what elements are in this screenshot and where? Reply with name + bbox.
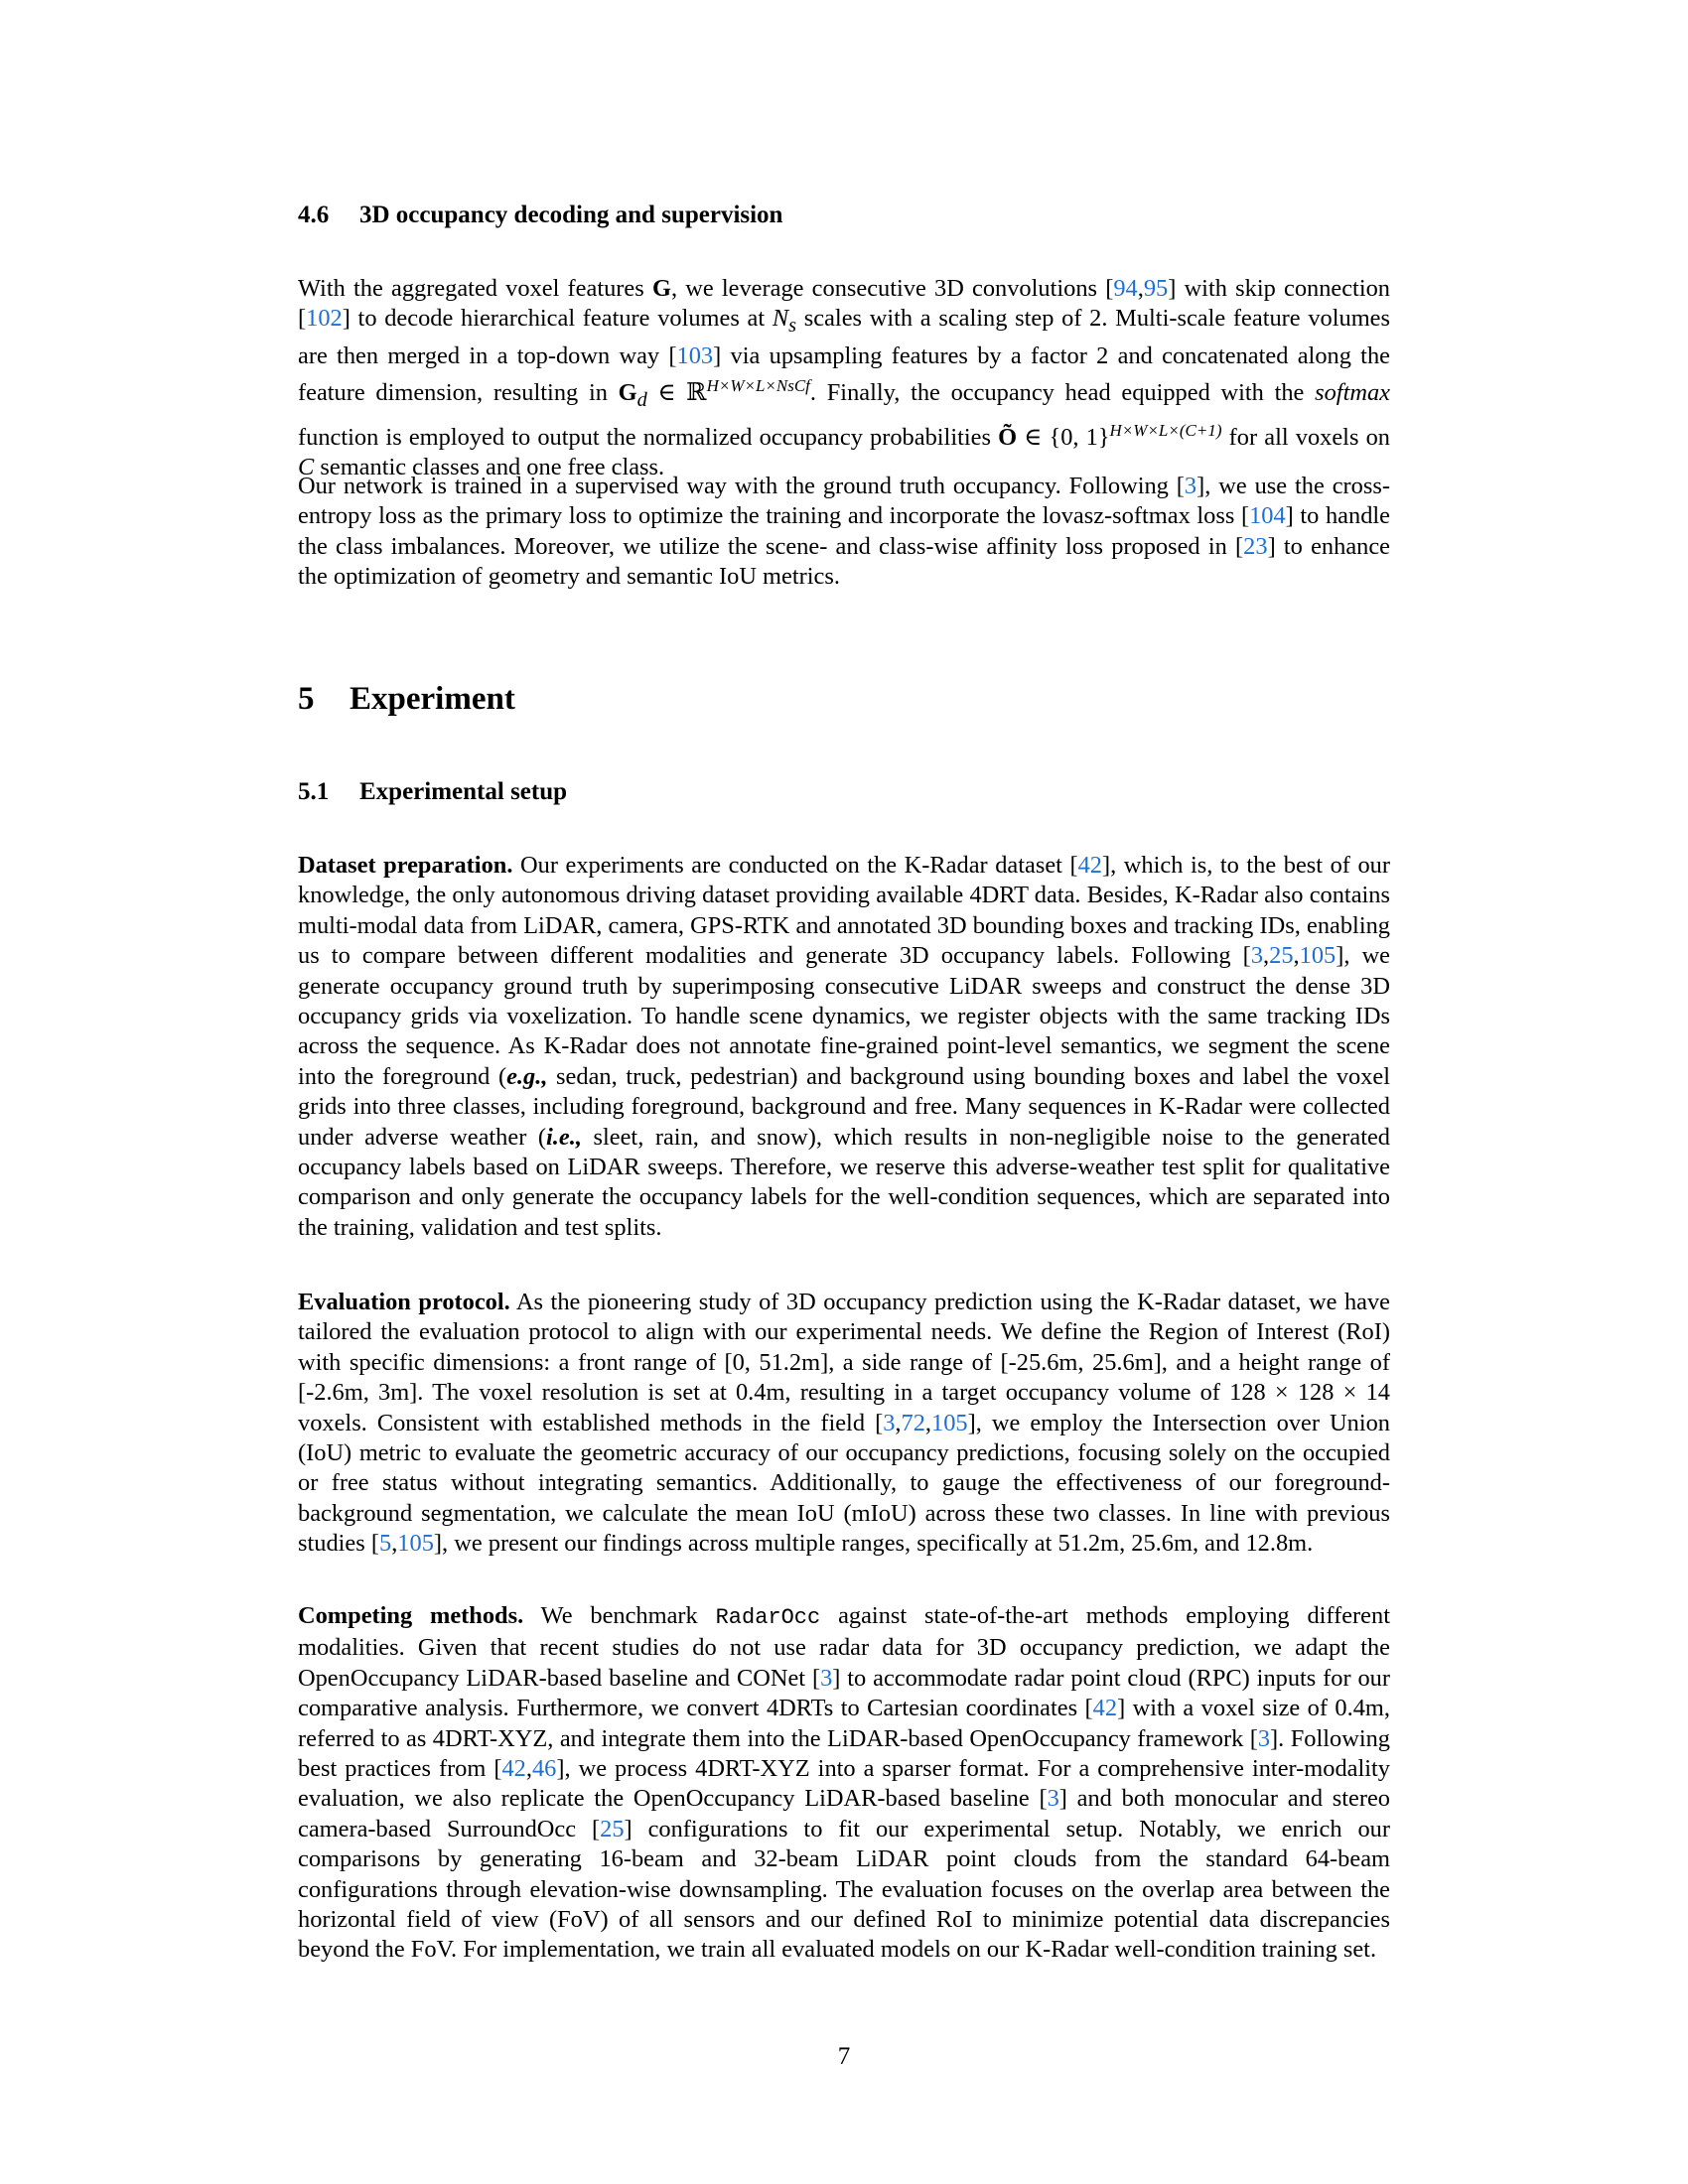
citation-link[interactable]: 3 <box>1257 1724 1271 1752</box>
math-superscript: H×W×L×NsCf <box>706 376 810 396</box>
citation-link[interactable]: 3 <box>1184 473 1197 499</box>
paragraph-lead: Competing methods. <box>298 1602 524 1629</box>
citation-link[interactable]: 5 <box>378 1530 392 1558</box>
citation-link[interactable]: 25 <box>600 1815 625 1843</box>
citation-link[interactable]: 42 <box>1092 1695 1118 1722</box>
citation-link[interactable]: 3 <box>1250 942 1264 970</box>
citation-link[interactable]: 105 <box>397 1530 434 1558</box>
citation-link[interactable]: 105 <box>931 1409 968 1436</box>
citation-link[interactable]: 42 <box>501 1755 526 1783</box>
text-run: ], we process 4DRT-XYZ into a sparser format. For a comprehensive inter-modality evaluation, we also replicate the OpenOccupancy LiDAR-based baseline [ <box>298 1755 1390 1813</box>
math-subscript: d <box>636 389 647 412</box>
citation-link[interactable]: 72 <box>901 1409 925 1436</box>
text-run: for all voxels on <box>1221 423 1390 451</box>
citation-link[interactable]: 46 <box>531 1755 557 1783</box>
math-subscript: s <box>788 315 797 338</box>
section-number: 5.1 <box>298 778 330 805</box>
section-number: 4.6 <box>298 202 330 228</box>
citation-link[interactable]: 102 <box>306 305 343 333</box>
paragraph-supervision <box>298 472 1390 593</box>
text-run: ] to enhance the optimization of geometry and semantic IoU metrics. <box>298 532 1390 591</box>
text-run: ], we employ the Intersection over Union (IoU) metric to evaluate the geometric accuracy of our occupancy predictions, focusing solely on the occupied or free status without integrating semantics. Additionally, to gauge the effectiveness of our foreground-background segmentation, we calculate the mean IoU (mIoU) across these two classes. In line with previous studies [ <box>298 1409 1391 1558</box>
citation-link[interactable]: 95 <box>1143 275 1169 302</box>
section-title: 3D occupancy decoding and supervision <box>359 202 783 228</box>
text-run: ], we generate occupancy ground truth by superimposing consecutive LiDAR sweeps and construct the dense 3D occupancy grids via voxelization. To handle scene dynamics, we register objects with the same tracking IDs across the sequence. As K-Radar does not annotate fine-grained point-level semantics, we segment the scene into the foreground ( <box>298 942 1391 1090</box>
citation-link[interactable]: 23 <box>1243 532 1268 560</box>
text-run: Our network is trained in a supervised way with the ground truth occupancy. Following [ <box>298 473 1185 499</box>
section-title: Experiment <box>350 681 515 717</box>
text-run: sedan, truck, pedestrian) and background using bounding boxes and label the voxel grids into three classes, including foreground, background and free. Many sequences in K-Radar were collected under adverse weather ( <box>298 1062 1390 1151</box>
math-C: C <box>298 454 315 481</box>
text-run: ] to accommodate radar point cloud (RPC) inputs for our comparative analysis. Furthermore, we convert 4DRTs to Cartesian coordinates [ <box>298 1664 1390 1722</box>
math-in: ∈ {0, 1} <box>1017 423 1110 451</box>
citation-link[interactable]: 3 <box>883 1409 896 1436</box>
text-run: . Finally, the occupancy head equipped with the <box>809 379 1316 407</box>
text-run: , we leverage consecutive 3D convolutions [ <box>670 275 1114 302</box>
text-run: Our experiments are conducted on the K-Radar dataset [ <box>512 852 1078 879</box>
paragraph-evaluation-protocol: Evaluation protocol. As the pioneering study of 3D occupancy prediction using the K-Radar dataset, we have tailored the evaluation protocol to align with our experimental needs. We define the Region of Interest (RoI) with specific dimensions: a front range of [0, 51.2m], a side range of [-25.6m, 25.6m], and a height range of [-2.6m, 3m]. The voxel resolution is set at 0.4m, resulting in a target occupancy volume of 128 × 128 × 14 voxels. Consistent with established methods in the field [3,72,105], we employ the Intersection over Union (IoU) metric to evaluate the geometric accuracy of our occupancy predictions, focusing solely on the occupied or free status without integrating semantics. Additionally, to gauge the effectiveness of our foreground-background segmentation, we calculate the mean IoU (mIoU) across these two classes. In line with previous studies [5,105], we present our findings across multiple ranges, specifically at 51.2m, 25.6m, and 12.8m. <box>298 1289 1391 1558</box>
section-number: 5 <box>298 681 315 717</box>
math-G: G <box>651 275 671 302</box>
text-run: As the pioneering study of 3D occupancy prediction using the K-Radar dataset, we have tailored the evaluation protocol to align with our experimental needs. We define the Region of Interest (RoI) with specific dimensions: a front range of [0, 51.2m], a side range of [-25.6m, 25.6m], and a height range of [-2.6m, 3m]. The voxel resolution is set at 0.4m, resulting in a target occupancy volume of 128 × 128 × 14 voxels. Consistent with established methods in the field [ <box>298 1289 1391 1436</box>
citation-link[interactable]: 3 <box>820 1664 833 1692</box>
citation-link[interactable]: 42 <box>1077 852 1102 879</box>
text-run: ] and both monocular and stereo camera-based SurroundOcc [ <box>298 1785 1390 1843</box>
text-run: ] via upsampling features by a factor 2 and concatenated along the feature dimension, resulting in <box>298 341 1390 407</box>
text-run: ] to handle the class imbalances. Moreover, we utilize the scene- and class-wise affinity loss proposed in [ <box>298 502 1390 560</box>
math-N: N <box>772 305 789 333</box>
citation-link[interactable]: 105 <box>1299 942 1336 970</box>
citation-link[interactable]: 94 <box>1113 275 1138 302</box>
text-run: semantic classes and one free class. <box>314 454 665 481</box>
page-number: 7 <box>837 2043 851 2070</box>
paragraph-lead: Evaluation protocol. <box>298 1289 510 1315</box>
text-run: function is employed to output the normalized occupancy probabilities <box>298 423 999 451</box>
citation-link[interactable]: 103 <box>676 341 714 369</box>
text-run: We benchmark <box>523 1602 716 1629</box>
abbreviation: i.e., <box>546 1123 582 1151</box>
text-run: against state-of-the-art methods employing different modalities. Given that recent studies do not use radar data for 3D occupancy prediction, we adapt the OpenOccupancy LiDAR-based baseline and CONet [ <box>298 1602 1390 1692</box>
paragraph-competing-methods: Competing methods. We benchmark RadarOcc against state-of-the-art methods employing different modalities. Given that recent studies do not use radar data for 3D occupancy prediction, we adapt the OpenOccupancy LiDAR-based baseline and CONet [3] to accommodate radar point cloud (RPC) inputs for our comparative analysis. Furthermore, we convert 4DRTs to Cartesian coordinates [42] with a voxel size of 0.4m, referred to as 4DRT-XYZ, and integrate them into the LiDAR-based OpenOccupancy framework [3]. Following best practices from [42,46], we process 4DRT-XYZ into a sparser format. For a comprehensive inter-modality evaluation, we also replicate the OpenOccupancy LiDAR-based baseline [3] and both monocular and stereo camera-based SurroundOcc [25] configurations to fit our experimental setup. Notably, we enrich our comparisons by generating 16-beam and 32-beam LiDAR point clouds from the standard 64-beam configurations through elevation-wise downsampling. The evaluation focuses on the overlap area between the horizontal field of view (FoV) of all sensors and our defined RoI to minimize potential data discrepancies beyond the FoV. For implementation, we train all evaluated models on our K-Radar well-condition training set. <box>298 1602 1390 1964</box>
paragraph-lead: Dataset preparation. <box>298 852 513 879</box>
citation-link[interactable]: 3 <box>1047 1785 1059 1813</box>
text-run: With the aggregated voxel features <box>298 275 652 302</box>
math-Gd: G <box>618 379 637 407</box>
text-run: ]. Following best practices from [ <box>298 1724 1390 1783</box>
section-5-1-heading <box>298 776 567 808</box>
text-run: ] with skip connection [ <box>298 275 1391 333</box>
section-5-heading <box>298 679 515 719</box>
text-run: ], we present our findings across multiple ranges, specifically at 51.2m, 25.6m, and 12.8m. <box>433 1530 1314 1558</box>
math-superscript: H×W×L×(C+1) <box>1109 420 1222 440</box>
text-run: ] to decode hierarchical feature volumes at <box>342 305 773 333</box>
method-name: RadarOcc <box>715 1605 821 1630</box>
text-run: scales with a scaling step of 2. Multi-scale feature volumes are then merged in a top-down way [ <box>298 305 1390 369</box>
abbreviation: e.g., <box>506 1062 548 1090</box>
citation-link[interactable]: 25 <box>1269 942 1294 970</box>
section-title: Experimental setup <box>359 778 568 805</box>
paragraph-occupancy-decoding: With the aggregated voxel features G, we leverage consecutive 3D convolutions [94,95] with skip connection [102] to decode hierarchical feature volumes at $N_s$ scales with a scaling step of 2. Multi-scale feature volumes are then merged in a top-down way [103] via upsampling features by a factor 2 and concatenated along the feature dimension, resulting in $G_d$ ∈ ℝ$^{H\times W\times L\times NsCf}$. Finally, the occupancy head equipped with the softmax function is employed to output the normalized occupancy probabilities Õ ∈ {0, 1}$^{H\times W\times L\times(C+1)}$ for all voxels on C semantic classes and one free class. <box>298 275 1391 481</box>
citation-link[interactable]: 104 <box>1249 502 1286 530</box>
text-run: sleet, rain, and snow), which results in non-negligible noise to the generated occupancy labels based on LiDAR sweeps. Therefore, we reserve this adverse-weather test split for qualitative comparison and only generate the occupancy labels for the well-condition sequences, which are separated into the training, validation and test splits. <box>298 1123 1391 1241</box>
text-run: ], we use the cross-entropy loss as the primary loss to optimize the training and incorporate the lovasz-softmax loss [ <box>298 473 1390 530</box>
text-run: ] configurations to fit our experimental setup. Notably, we enrich our comparisons by generating 16-beam and 32-beam LiDAR point clouds from the standard 64-beam configurations through elevation-wise downsampling. The evaluation focuses on the overlap area between the horizontal field of view (FoV) of all sensors and our defined RoI to minimize potential data discrepancies beyond the FoV. For implementation, we train all evaluated models on our K-Radar well-condition training set. <box>298 1815 1390 1964</box>
softmax-term: softmax <box>1315 379 1390 407</box>
math-in: ∈ ℝ <box>646 379 707 407</box>
text-run: ], which is, to the best of our knowledge, the only autonomous driving dataset providing available 4DRT data. Besides, K-Radar also contains multi-modal data from LiDAR, camera, GPS-RTK and annotated 3D bounding boxes and tracking IDs, enabling us to compare between different modalities and generate 3D occupancy labels. Following [ <box>298 852 1390 970</box>
math-O: Õ <box>998 423 1018 451</box>
text-run: ] with a voxel size of 0.4m, referred to as 4DRT-XYZ, and integrate them into the LiDAR-based OpenOccupancy framework [ <box>298 1695 1390 1752</box>
paragraph-dataset-preparation: Dataset preparation. Our experiments are conducted on the K-Radar dataset [42], which is, to the best of our knowledge, the only autonomous driving dataset providing available 4DRT data. Besides, K-Radar also contains multi-modal data from LiDAR, camera, GPS-RTK and annotated 3D bounding boxes and tracking IDs, enabling us to compare between different modalities and generate 3D occupancy labels. Following [3,25,105], we generate occupancy ground truth by superimposing consecutive LiDAR sweeps and construct the dense 3D occupancy grids via voxelization. To handle scene dynamics, we register objects with the same tracking IDs across the sequence. As K-Radar does not annotate fine-grained point-level semantics, we segment the scene into the foreground (e.g., sedan, truck, pedestrian) and background using bounding boxes and label the voxel grids into three classes, including foreground, background and free. Many sequences in K-Radar were collected under adverse weather (i.e., sleet, rain, and snow), which results in non-negligible noise to the generated occupancy labels based on LiDAR sweeps. Therefore, we reserve this adverse-weather test split for qualitative comparison and only generate the occupancy labels for the well-condition sequences, which are separated into the training, validation and test splits. <box>298 852 1391 1241</box>
section-4-6-heading <box>298 200 782 231</box>
